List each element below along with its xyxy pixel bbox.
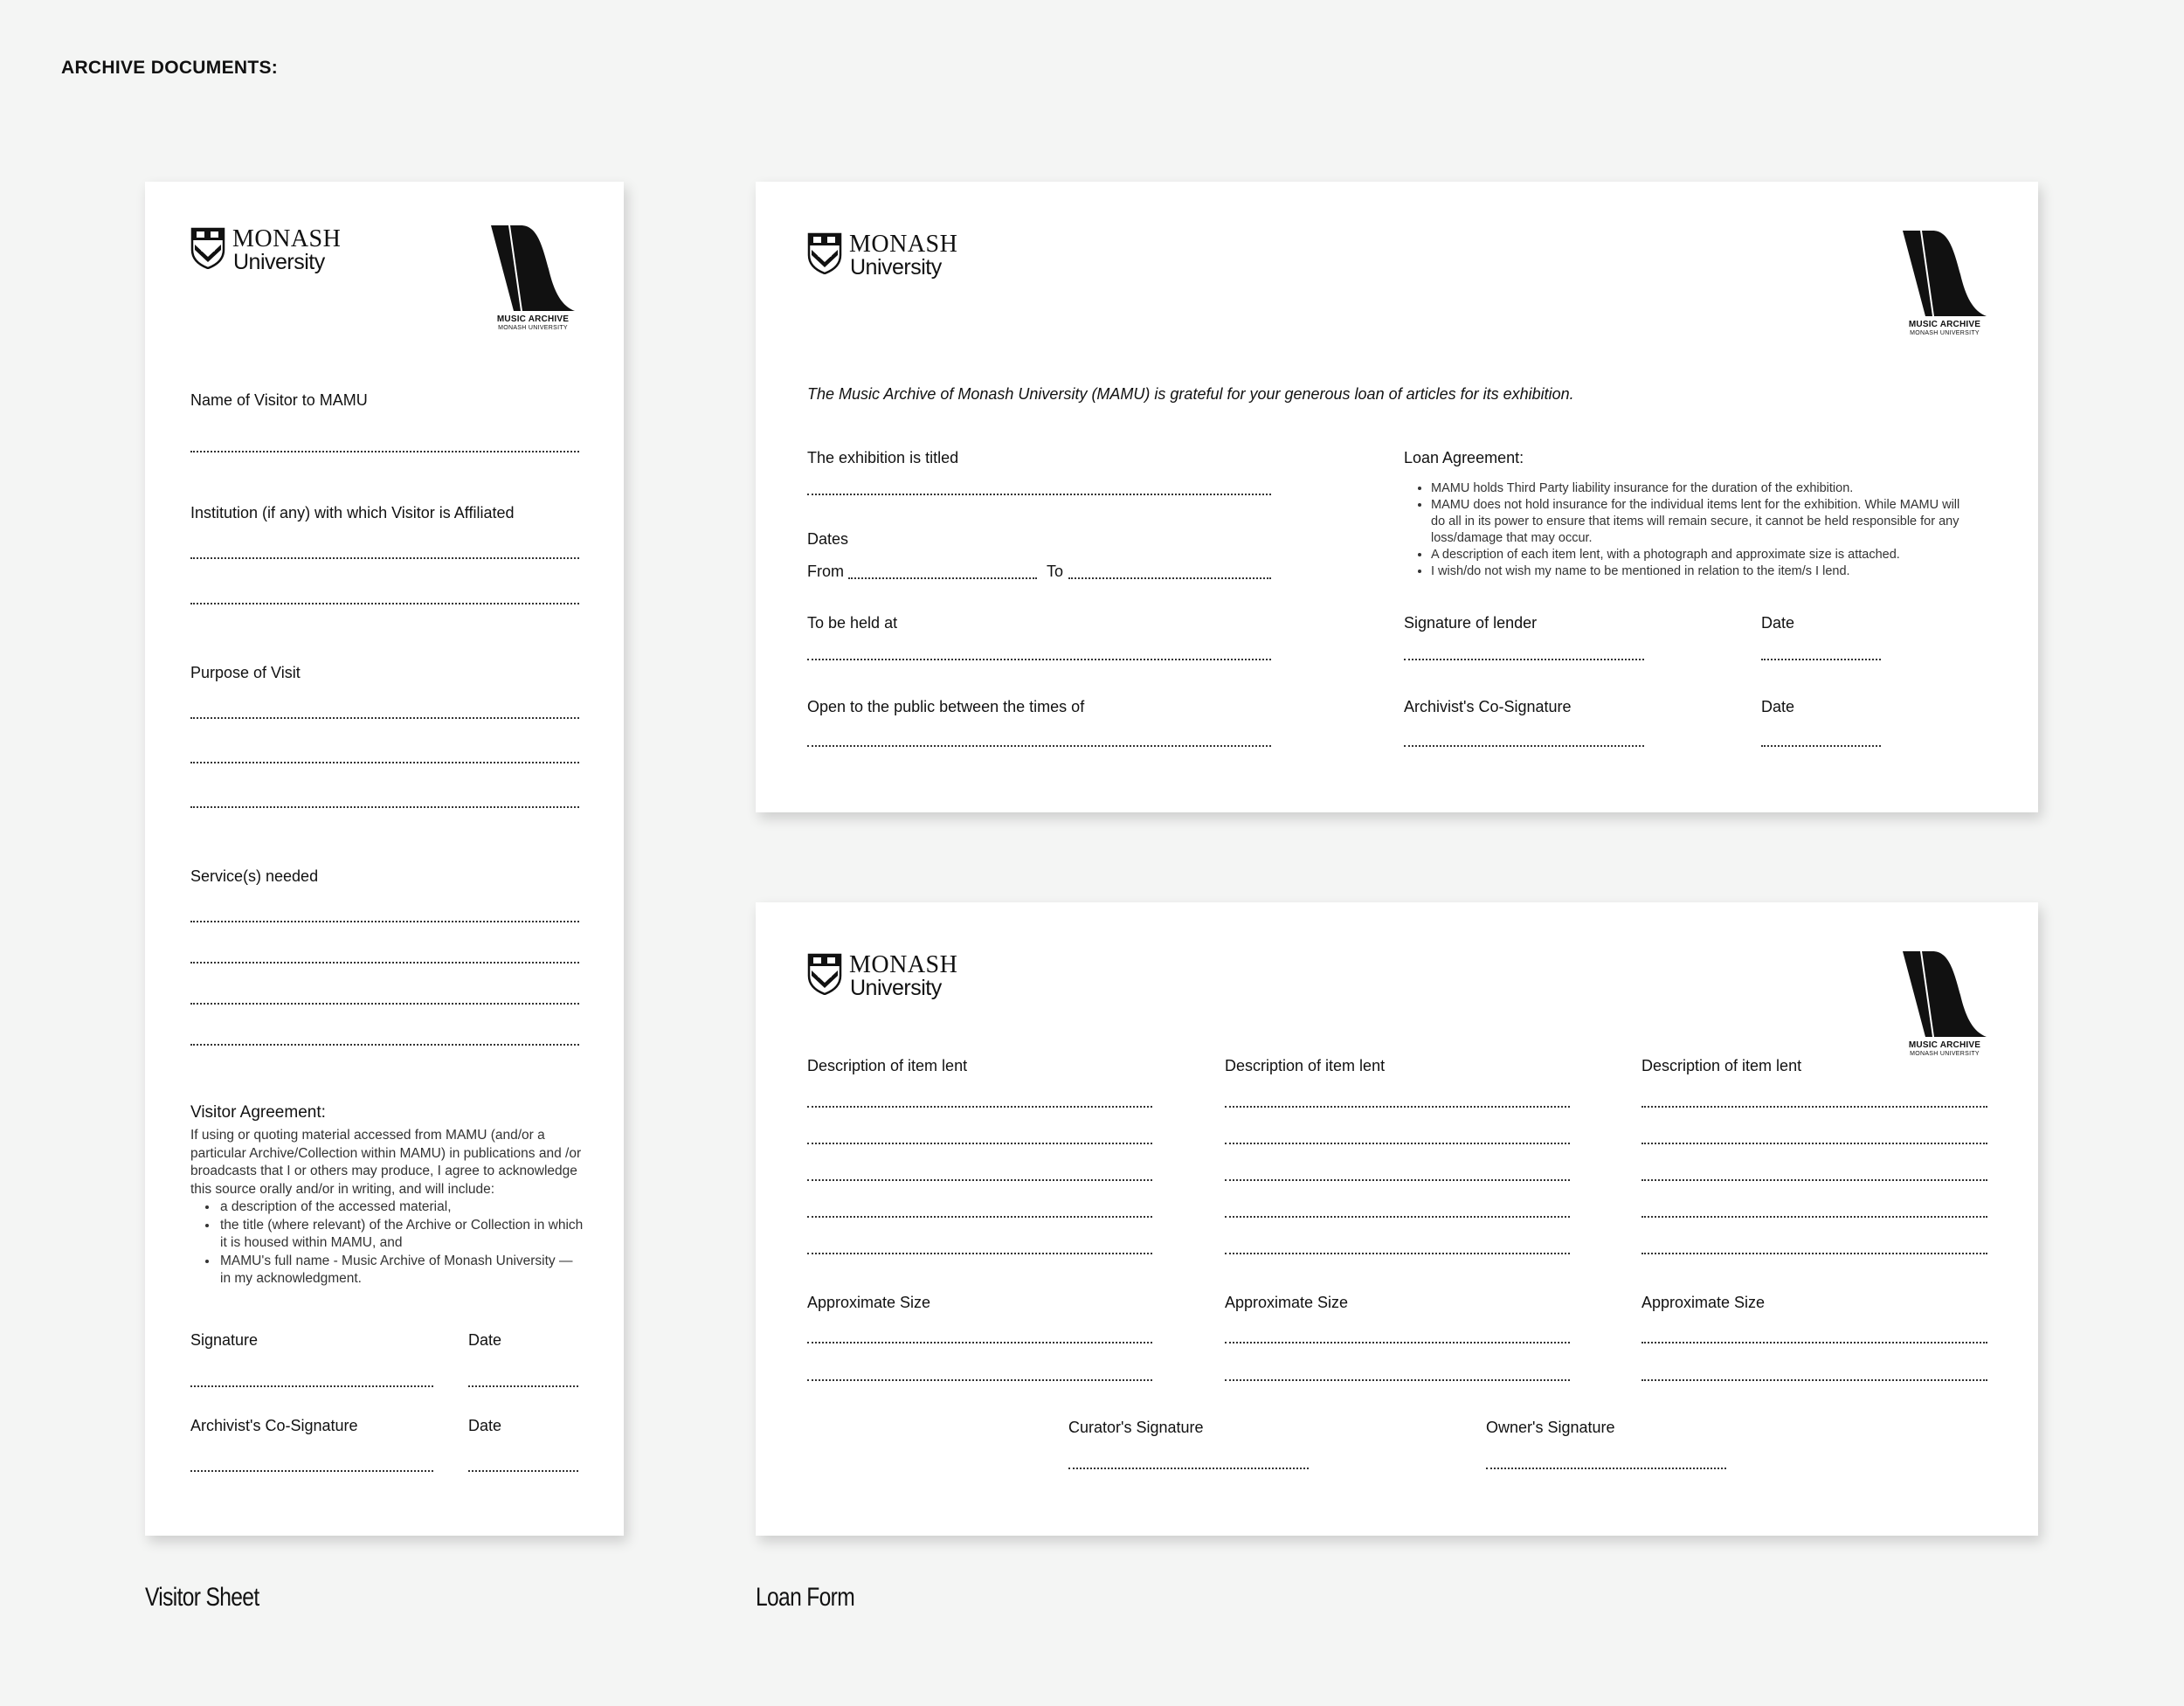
loan-form-page-2 <box>756 902 2038 1536</box>
item-description-field[interactable] <box>1641 1216 1987 1218</box>
visitor-name-label: Name of Visitor to MAMU <box>190 391 368 409</box>
purpose-field[interactable] <box>190 717 579 719</box>
item-description-label: Description of item lent <box>1641 1057 1802 1074</box>
monash-wordmark: MONASH <box>849 951 958 978</box>
exhibition-title-field[interactable] <box>807 494 1271 495</box>
music-archive-logo <box>1899 951 1990 1060</box>
purpose-field[interactable] <box>190 806 579 808</box>
item-description-field[interactable] <box>807 1179 1152 1181</box>
approximate-size-label: Approximate Size <box>807 1294 931 1311</box>
monash-wordmark: MONASH <box>232 225 342 252</box>
university-wordmark: University <box>850 976 942 1000</box>
item-description-field[interactable] <box>1225 1143 1570 1144</box>
monash-crest-icon <box>190 227 225 269</box>
lender-signature-field[interactable] <box>1404 659 1644 660</box>
loan-intro-text: The Music Archive of Monash University (MAMU) is grateful for your generous loan of articles for its exhibition. <box>807 385 1574 403</box>
visitor-sheet <box>145 182 624 1536</box>
page-title: ARCHIVE DOCUMENTS: <box>61 58 279 78</box>
services-field[interactable] <box>190 962 579 964</box>
item-description-field[interactable] <box>807 1106 1152 1108</box>
institution-label: Institution (if any) with which Visitor is Affiliated <box>190 504 515 521</box>
approximate-size-field[interactable] <box>1225 1379 1570 1381</box>
services-field[interactable] <box>190 1044 579 1046</box>
approximate-size-field[interactable] <box>807 1342 1152 1343</box>
list-item: • MAMU does not hold insurance for the individual items lent for the exhibition. While MAMU will do all in its power to ensure that items will remain secure, it cannot be held responsible for any loss/damage that may occur. <box>1431 497 1972 547</box>
monash-university-subtitle: MONASH UNIVERSITY <box>1910 1051 1980 1057</box>
to-label: To <box>1047 563 1064 580</box>
date-label: Date <box>468 1417 502 1434</box>
exhibition-title-label: The exhibition is titled <box>807 449 959 466</box>
item-description-field[interactable] <box>807 1216 1152 1218</box>
monash-university-subtitle: MONASH UNIVERSITY <box>1910 330 1980 336</box>
item-description-field[interactable] <box>1641 1143 1987 1144</box>
signature-field[interactable] <box>190 1385 433 1387</box>
date-field[interactable] <box>1761 659 1881 660</box>
monash-wordmark: MONASH <box>849 231 958 258</box>
list-item: • the title (where relevant) of the Archive or Collection in which it is housed within MAMU, and <box>218 1217 584 1253</box>
date-label: Date <box>1761 698 1795 715</box>
monash-university-subtitle: MONASH UNIVERSITY <box>498 325 568 331</box>
monash-university-logo <box>807 231 973 285</box>
held-at-field[interactable] <box>807 659 1271 660</box>
loan-agreement-text <box>1404 480 1972 580</box>
item-description-field[interactable] <box>1641 1253 1987 1254</box>
approximate-size-label: Approximate Size <box>1641 1294 1766 1311</box>
music-archive-logo <box>1899 231 1990 339</box>
loan-form-caption: Loan Form <box>756 1583 855 1612</box>
music-archive-wordmark: MUSIC ARCHIVE <box>496 314 570 324</box>
approximate-size-field[interactable] <box>1641 1342 1987 1343</box>
approximate-size-label: Approximate Size <box>1225 1294 1349 1311</box>
approximate-size-field[interactable] <box>807 1379 1152 1381</box>
music-archive-wordmark: MUSIC ARCHIVE <box>1908 320 1981 329</box>
institution-field[interactable] <box>190 603 579 604</box>
owner-signature-field[interactable] <box>1486 1468 1726 1469</box>
cosignature-label: Archivist's Co-Signature <box>1404 698 1572 715</box>
curator-signature-field[interactable] <box>1068 1468 1309 1469</box>
services-label: Service(s) needed <box>190 867 319 885</box>
list-item: • a description of the accessed material, <box>218 1198 584 1217</box>
list-item: • MAMU holds Third Party liability insurance for the duration of the exhibition. <box>1431 480 1972 497</box>
from-date-field[interactable] <box>848 577 1037 579</box>
approximate-size-field[interactable] <box>1225 1342 1570 1343</box>
item-description-field[interactable] <box>807 1143 1152 1144</box>
cosignature-label: Archivist's Co-Signature <box>190 1417 358 1434</box>
date-field[interactable] <box>1761 745 1881 747</box>
services-field[interactable] <box>190 1003 579 1005</box>
item-description-field[interactable] <box>1225 1216 1570 1218</box>
music-archive-mark-icon <box>491 225 575 313</box>
approximate-size-field[interactable] <box>1641 1379 1987 1381</box>
university-wordmark: University <box>850 255 942 280</box>
date-label: Date <box>1761 614 1795 632</box>
cosignature-field[interactable] <box>1404 745 1644 747</box>
visitor-sheet-caption: Visitor Sheet <box>145 1583 259 1612</box>
from-label: From <box>807 563 844 580</box>
visitor-agreement-text <box>190 1127 584 1288</box>
monash-crest-icon <box>807 953 842 995</box>
institution-field[interactable] <box>190 557 579 559</box>
services-field[interactable] <box>190 921 579 922</box>
purpose-label: Purpose of Visit <box>190 664 301 681</box>
open-times-label: Open to the public between the times of <box>807 698 1085 715</box>
item-description-field[interactable] <box>1641 1106 1987 1108</box>
date-field[interactable] <box>468 1470 578 1472</box>
date-label: Date <box>468 1331 502 1349</box>
visitor-agreement-list <box>190 1198 584 1288</box>
list-item: • MAMU's full name - Music Archive of Monash University — in my acknowledgment. <box>218 1253 584 1288</box>
monash-university-logo <box>807 951 973 1005</box>
visitor-agreement-title: Visitor Agreement: <box>190 1103 326 1122</box>
open-times-field[interactable] <box>807 745 1271 747</box>
item-description-field[interactable] <box>1641 1179 1987 1181</box>
music-archive-logo <box>487 225 578 334</box>
date-field[interactable] <box>468 1385 578 1387</box>
loan-agreement-list <box>1404 480 1972 580</box>
curator-signature-label: Curator's Signature <box>1068 1419 1204 1436</box>
music-archive-mark-icon <box>1903 951 1987 1039</box>
visitor-agreement-intro: If using or quoting material accessed from MAMU (and/or a particular Archive/Collection within MAMU) in publications and /or broadcasts that I or others may produce, I agree to acknowledge this source orally and/or in writing, and will include: <box>190 1128 582 1197</box>
list-item: • I wish/do not wish my name to be mentioned in relation to the item/s I lend. <box>1431 563 1972 580</box>
item-description-field[interactable] <box>1225 1106 1570 1108</box>
university-wordmark: University <box>233 250 325 274</box>
music-archive-mark-icon <box>1903 231 1987 318</box>
item-description-field[interactable] <box>807 1253 1152 1254</box>
dates-label: Dates <box>807 530 849 548</box>
item-description-label: Description of item lent <box>807 1057 968 1074</box>
item-description-field[interactable] <box>1225 1179 1570 1181</box>
monash-crest-icon <box>807 232 842 274</box>
purpose-field[interactable] <box>190 762 579 763</box>
monash-university-logo <box>190 225 356 280</box>
owner-signature-label: Owner's Signature <box>1486 1419 1615 1436</box>
item-description-label: Description of item lent <box>1225 1057 1386 1074</box>
loan-form-page-1 <box>756 182 2038 812</box>
signature-label: Signature <box>190 1331 259 1349</box>
music-archive-wordmark: MUSIC ARCHIVE <box>1908 1040 1981 1050</box>
to-date-field[interactable] <box>1068 577 1271 579</box>
list-item: • A description of each item lent, with a photograph and approximate size is attached. <box>1431 547 1972 563</box>
loan-agreement-title: Loan Agreement: <box>1404 449 1524 466</box>
visitor-name-field[interactable] <box>190 451 579 452</box>
item-description-field[interactable] <box>1225 1253 1570 1254</box>
held-at-label: To be held at <box>807 614 898 632</box>
cosignature-field[interactable] <box>190 1470 433 1472</box>
lender-signature-label: Signature of lender <box>1404 614 1538 632</box>
